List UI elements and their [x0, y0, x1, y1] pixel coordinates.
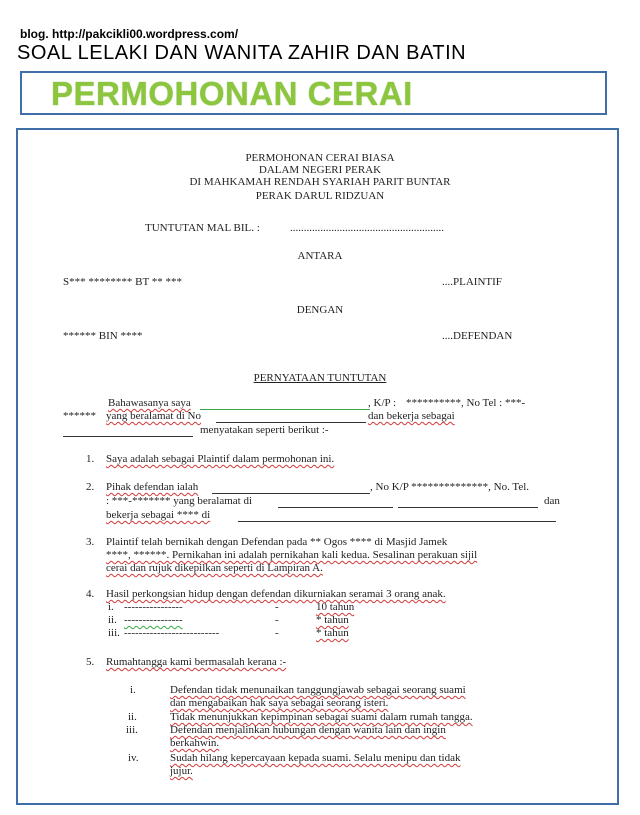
reason-1-line-1: Defendan tidak menunaikan tanggungjawab sebagai seorang suami: [170, 684, 466, 696]
reason-2-line-1: Tidak menunjukkan kepimpinan sebagai suami dalam rumah tangga.: [170, 711, 473, 723]
item-2-text-1b: , No K/P **************, No. Tel.: [370, 481, 530, 493]
defendant-address-blank-2: [398, 507, 538, 508]
reason-4-line-2: jujur.: [170, 765, 193, 777]
workplace-blank: [238, 521, 556, 522]
address-blank: [216, 422, 366, 423]
plaintiff-role: ....PLAINTIF: [442, 276, 502, 288]
case-number-label: TUNTUTAN MAL BIL. :: [145, 222, 260, 234]
blog-url: blog. http://pakcikli00.wordpress.com/: [20, 27, 239, 41]
item-2-number: 2.: [86, 481, 95, 493]
item-4-number: 4.: [86, 588, 95, 600]
child-3-dash: -: [275, 627, 279, 639]
antara-label: ANTARA: [297, 250, 343, 262]
occupation-blank: [63, 436, 193, 437]
headline: SOAL LELAKI DAN WANITA ZAHIR DAN BATIN: [17, 42, 467, 64]
reason-2-roman: ii.: [128, 711, 137, 723]
section-title: PERNYATAAN TUNTUTAN: [253, 372, 387, 384]
defendant-name-blank: [212, 493, 370, 494]
item-3-number: 3.: [86, 536, 95, 548]
reason-1-roman: i.: [130, 684, 136, 696]
reason-3-line-1: Defendan menjalinkan hubungan dengan wanita lain dan ingin: [170, 724, 446, 736]
reason-1-line-2: dan mengabaikan hak saya sebagai seorang isteri.: [170, 697, 389, 709]
defendant-name: ****** BIN ****: [63, 330, 143, 342]
doc-heading-2: DALAM NEGERI PERAK: [258, 164, 382, 176]
child-1-name: ----------------: [124, 601, 183, 613]
doc-heading-1: PERMOHONAN CERAI BIASA: [245, 152, 395, 164]
reason-4-line-1: Sudah hilang kepercayaan kepada suami. Selalu menipu dan tidak: [170, 752, 461, 764]
intro-text-g: menyatakan seperti berikut :-: [200, 424, 329, 436]
item-3-line-2: ****, ******. Pernikahan ini adalah pernikahan kali kedua. Sesalinan perakuan sijil: [106, 549, 478, 561]
child-2-age: * tahun: [316, 614, 349, 626]
intro-text-c: **********, No Tel : ***-: [406, 397, 526, 409]
plaintiff-name: S*** ******** BT ** ***: [63, 276, 182, 288]
reason-3-roman: iii.: [126, 724, 138, 736]
intro-text-d: ******: [63, 410, 96, 422]
reason-4-roman: iv.: [128, 752, 139, 764]
child-3-roman: iii.: [108, 627, 120, 639]
intro-text-b: , K/P :: [368, 397, 397, 409]
doc-heading-4: PERAK DARUL RIDZUAN: [255, 190, 385, 202]
item-4-text: Hasil perkongsian hidup dengan defendan dikurniakan seramai 3 orang anak.: [106, 588, 446, 600]
item-5-text: Rumahtangga kami bermasalah kerana :-: [106, 656, 287, 668]
item-1-text: Saya adalah sebagai Plaintif dalam permohonan ini.: [106, 453, 335, 465]
page-title: PERMOHONAN CERAI: [51, 75, 413, 112]
defendant-role: ....DEFENDAN: [442, 330, 513, 342]
item-2-text-2a: : ***-******* yang beralamat di: [106, 495, 253, 507]
item-3-line-3: cerai dan rujuk dikepilkan seperti di Lampiran A.: [106, 562, 323, 574]
item-3-line-1: Plaintif telah bernikah dengan Defendan pada ** Ogos **** di Masjid Jamek: [106, 536, 448, 548]
item-5-number: 5.: [86, 656, 95, 668]
item-2-text-1a: Pihak defendan ialah: [106, 481, 199, 493]
title-banner: [20, 71, 607, 115]
child-1-age: 10 tahun: [316, 601, 355, 613]
doc-heading-3: DI MAHKAMAH RENDAH SYARIAH PARIT BUNTAR: [189, 176, 451, 188]
child-1-dash: -: [275, 601, 279, 613]
intro-text-e: yang beralamat di No: [106, 410, 201, 422]
dengan-label: DENGAN: [296, 304, 344, 316]
child-1-roman: i.: [108, 601, 114, 613]
item-1-number: 1.: [86, 453, 95, 465]
intro-text-f: dan bekerja sebagai: [368, 410, 455, 422]
child-3-name: --------------------------: [124, 627, 220, 639]
child-2-roman: ii.: [108, 614, 117, 626]
child-3-age: * tahun: [316, 627, 349, 639]
name-blank: [200, 409, 370, 410]
item-2-text-3: bekerja sebagai **** di: [106, 509, 211, 521]
child-2-name: ----------------: [124, 614, 183, 626]
item-2-text-2b: dan: [544, 495, 560, 507]
case-number-dots: ........................................................: [290, 222, 444, 234]
defendant-address-blank-1: [278, 507, 393, 508]
reason-3-line-2: berkahwin.: [170, 737, 220, 749]
intro-text-a: Bahawasanya saya: [108, 397, 191, 409]
child-2-dash: -: [275, 614, 279, 626]
